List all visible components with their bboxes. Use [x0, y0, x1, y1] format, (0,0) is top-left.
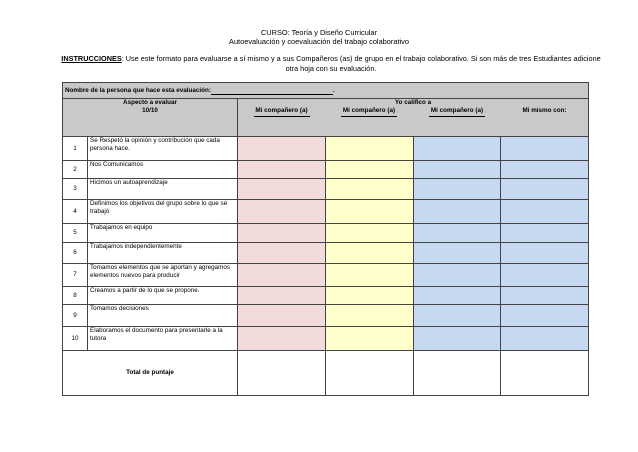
self-score-cell[interactable] [501, 305, 589, 327]
table-row [63, 264, 589, 287]
companion-1-score-cell[interactable] [238, 224, 326, 243]
companion-3-score-cell[interactable] [413, 243, 501, 264]
companion-3-score-cell[interactable] [413, 161, 501, 179]
row-number: 8 [63, 287, 88, 305]
self-score-cell[interactable] [501, 243, 589, 264]
companion-2-score-cell[interactable] [325, 287, 413, 305]
total-row [63, 351, 589, 396]
evaluation-table [62, 82, 589, 396]
companion-2-score-cell[interactable] [325, 179, 413, 200]
column-header-row [63, 99, 589, 137]
companion-3-score-cell[interactable] [413, 287, 501, 305]
companion-1-score-cell[interactable] [238, 243, 326, 264]
col-header-companion-3: Mi compañero (a) [413, 107, 501, 117]
self-score-cell[interactable] [501, 200, 589, 224]
row-number: 1 [63, 137, 88, 161]
self-score-cell[interactable] [501, 161, 589, 179]
aspect-text: Elaboramos el documento para presentarle a la tutora [88, 327, 238, 351]
row-number: 9 [63, 305, 88, 327]
evaluator-name-cell[interactable] [63, 83, 589, 99]
companion-3-score-cell[interactable] [413, 305, 501, 327]
total-score-cell[interactable] [413, 351, 501, 396]
companion-1-score-cell[interactable] [238, 327, 326, 351]
self-score-cell[interactable] [501, 137, 589, 161]
self-score-cell[interactable] [501, 287, 589, 305]
row-number: 7 [63, 264, 88, 287]
evaluator-name-suffix: . [332, 86, 335, 94]
document-subtitle: Autoevaluación y coevaluación del trabajo colaborativo [229, 37, 409, 46]
rating-header-cell [238, 99, 589, 137]
col-header-companion-1: Mi compañero (a) [238, 107, 325, 117]
aspect-text: Creamos a partir de lo que se propone. [88, 287, 238, 305]
table-row [63, 137, 589, 161]
row-number: 4 [63, 200, 88, 224]
companion-1-score-cell[interactable] [238, 179, 326, 200]
instructions-text: : Use este formato para evaluarse a sí mismo y a sus Compañeros (as) de grupo en el trabajo colaborativo. Si son más de tres Estudiantes adicione otra hoja con su evaluación. [121, 54, 601, 73]
table-row [63, 327, 589, 351]
companion-3-score-cell[interactable] [413, 224, 501, 243]
companion-3-score-cell[interactable] [413, 264, 501, 287]
aspect-text: Nos Comunicamos [88, 161, 238, 179]
instructions-label: INSTRUCCIONES [61, 54, 122, 63]
companion-3-score-cell[interactable] [413, 179, 501, 200]
companion-3-score-cell[interactable] [413, 200, 501, 224]
companion-3-score-cell[interactable] [413, 327, 501, 351]
row-number: 2 [63, 161, 88, 179]
companion-2-score-cell[interactable] [325, 200, 413, 224]
companion-2-score-cell[interactable] [325, 161, 413, 179]
companion-1-score-cell[interactable] [238, 200, 326, 224]
evaluator-name-label: Nombre de la persona que hace esta evaluación: [65, 86, 211, 94]
self-score-cell[interactable] [501, 179, 589, 200]
table-row [63, 161, 589, 179]
companion-3-score-cell[interactable] [413, 137, 501, 161]
companion-1-score-cell[interactable] [238, 137, 326, 161]
self-score-cell[interactable] [501, 264, 589, 287]
aspect-text: Tomamos elementos que se aportan y agregamos elementos nuevos para producir [88, 264, 238, 287]
row-number: 5 [63, 224, 88, 243]
companion-2-score-cell[interactable] [325, 137, 413, 161]
aspect-text: Trabajamos en equipo [88, 224, 238, 243]
companion-1-score-cell[interactable] [238, 161, 326, 179]
aspect-text: Definimos los objetivos del grupo sobre lo que se trabajó [88, 200, 238, 224]
total-label: Total de puntaje [63, 351, 238, 396]
course-title: CURSO: Teoría y Diseño Curricular [260, 28, 378, 37]
aspect-text: Tomamos decisiones [88, 305, 238, 327]
row-number: 3 [63, 179, 88, 200]
evaluator-name-line [211, 87, 333, 95]
table-row [63, 243, 589, 264]
table-row [63, 287, 589, 305]
rating-header: Yo califico a [394, 99, 432, 106]
row-number: 10 [63, 327, 88, 351]
aspect-header-cell [63, 99, 238, 137]
companion-2-score-cell[interactable] [325, 327, 413, 351]
row-number: 6 [63, 243, 88, 264]
table-row [63, 200, 589, 224]
aspect-text: Se Respetó la opinión y contribución que cada persona hace. [88, 137, 238, 161]
self-score-cell[interactable] [501, 327, 589, 351]
companion-1-score-cell[interactable] [238, 264, 326, 287]
companion-2-score-cell[interactable] [325, 305, 413, 327]
col-header-companion-2: Mi compañero (a) [325, 107, 413, 117]
total-score-cell[interactable] [325, 351, 413, 396]
aspect-text: Trabajamos independientemente [88, 243, 238, 264]
instructions [57, 54, 605, 74]
name-row [63, 83, 589, 99]
total-score-cell[interactable] [501, 351, 589, 396]
aspect-text: Hicimos un autoaprendizaje [88, 179, 238, 200]
self-score-cell[interactable] [501, 224, 589, 243]
companion-1-score-cell[interactable] [238, 287, 326, 305]
companion-1-score-cell[interactable] [238, 305, 326, 327]
total-score-cell[interactable] [238, 351, 326, 396]
companion-2-score-cell[interactable] [325, 224, 413, 243]
companion-2-score-cell[interactable] [325, 264, 413, 287]
table-row [63, 224, 589, 243]
aspect-header: Aspecto a evaluar [123, 99, 177, 106]
col-header-self: Mi mismo con: [522, 107, 567, 114]
companion-2-score-cell[interactable] [325, 243, 413, 264]
table-row [63, 179, 589, 200]
aspect-scale: 10/10 [142, 107, 158, 114]
table-row [63, 305, 589, 327]
